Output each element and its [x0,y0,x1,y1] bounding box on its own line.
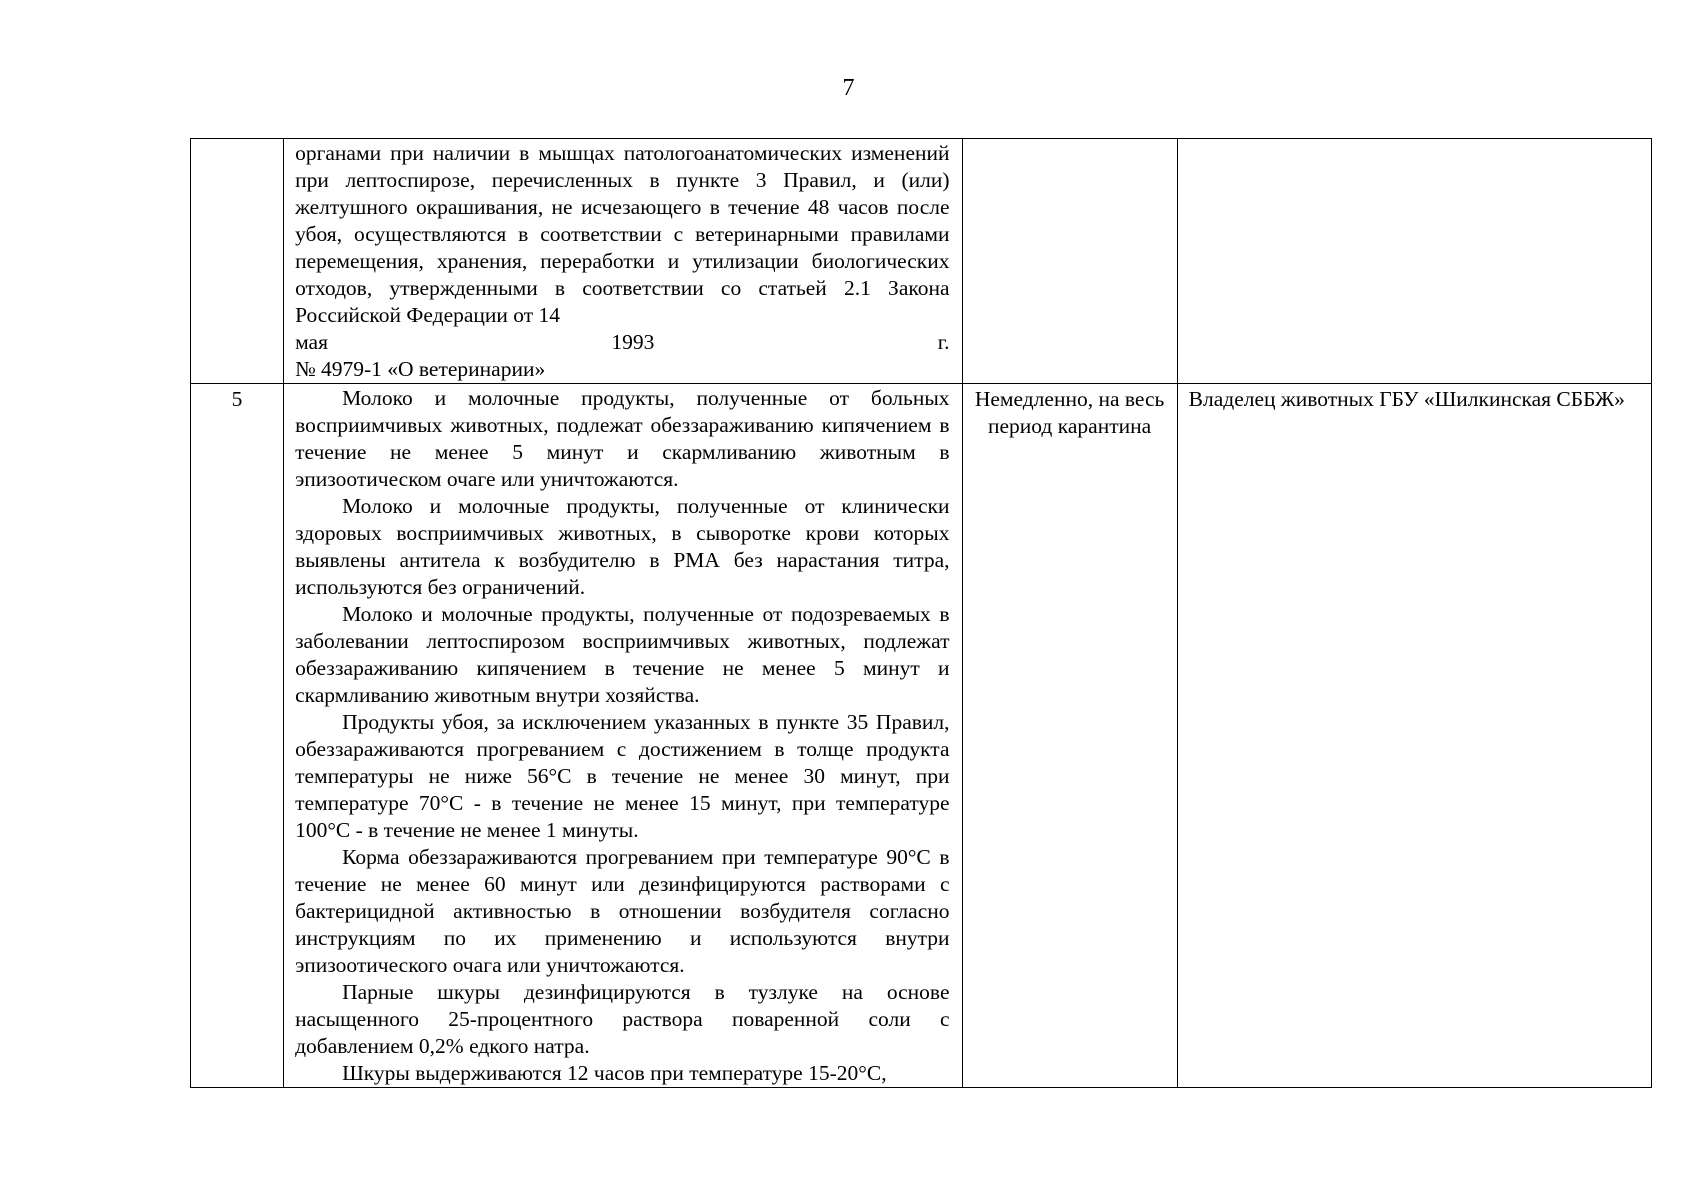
measure-paragraph: Шкуры выдерживаются 12 часов при температуре 15-20°С, [342,1061,887,1085]
page-number: 7 [842,75,855,101]
measures-table [190,138,1652,1088]
row-number-cell [191,139,284,384]
measure-paragraph: Продукты убоя, за исключением указанных в пункте 35 Правил, обеззараживаются прогреванием с достижением в толще продукта температуры не ниже 56°С в течение не менее 30 минут, при температуре 70°С - в течение не менее 15 минут, при температуре 100°С - в течение не менее 1 минуты. [295,710,950,842]
responsible-cell [1177,139,1651,384]
measure-paragraph: органами при наличии в мышцах патологоанатомических изменений при лептоспирозе, перечисленных в пункте 3 Правил, и (или) желтушного окрашивания, не исчезающего в течение 48 часов после убоя, осуществляются в соответствии с ветеринарными правилами перемещения, хранения, переработки и утилизации биологических отходов, утвержденными в соответствии со статьей 2.1 Закона Российской Федерации от 14 [295,141,950,327]
term-cell [962,139,1177,384]
table-row [191,384,1652,1088]
measure-paragraph: Молоко и молочные продукты, полученные от больных восприимчивых животных, подлежат обеззараживанию кипячением в течение не менее 5 минут и скармливанию животным в эпизоотическом очаге или уничтожаются. [295,386,950,491]
measure-paragraph: Корма обеззараживаются прогреванием при температуре 90°С в течение не менее 60 минут или дезинфицируются растворами с бактерицидной активностью в отношении возбудителя согласно инструкциям по их применению и используются внутри эпизоотического очага или уничтожаются. [295,845,950,977]
row-number-cell: 5 [191,384,284,1088]
table-row [191,139,1652,384]
measure-description-cell [284,139,962,384]
measure-paragraph: Парные шкуры дезинфицируются в тузлуке на основе насыщенного 25-процентного раствора поваренной соли с добавлением 0,2% едкого натра. [295,980,950,1058]
date-line: мая 1993 г. [295,330,950,354]
measure-paragraph: Молоко и молочные продукты, полученные от клинически здоровых восприимчивых животных, в сыворотке крови которых выявлены антитела к возбудителю в РМА без нарастания титра, используются без ограничений. [295,494,950,599]
law-reference: № 4979-1 «О ветеринарии» [295,357,546,381]
measure-description-cell [284,384,962,1088]
term-cell: Немедленно, на весь период карантина [962,384,1177,1088]
responsible-cell: Владелец животных ГБУ «Шилкинская СББЖ» [1177,384,1651,1088]
measure-paragraph: Молоко и молочные продукты, полученные от подозреваемых в заболевании лептоспирозом восприимчивых животных, подлежат обеззараживанию кипячением в течение не менее 5 минут и скармливанию животным внутри хозяйства. [295,602,950,707]
